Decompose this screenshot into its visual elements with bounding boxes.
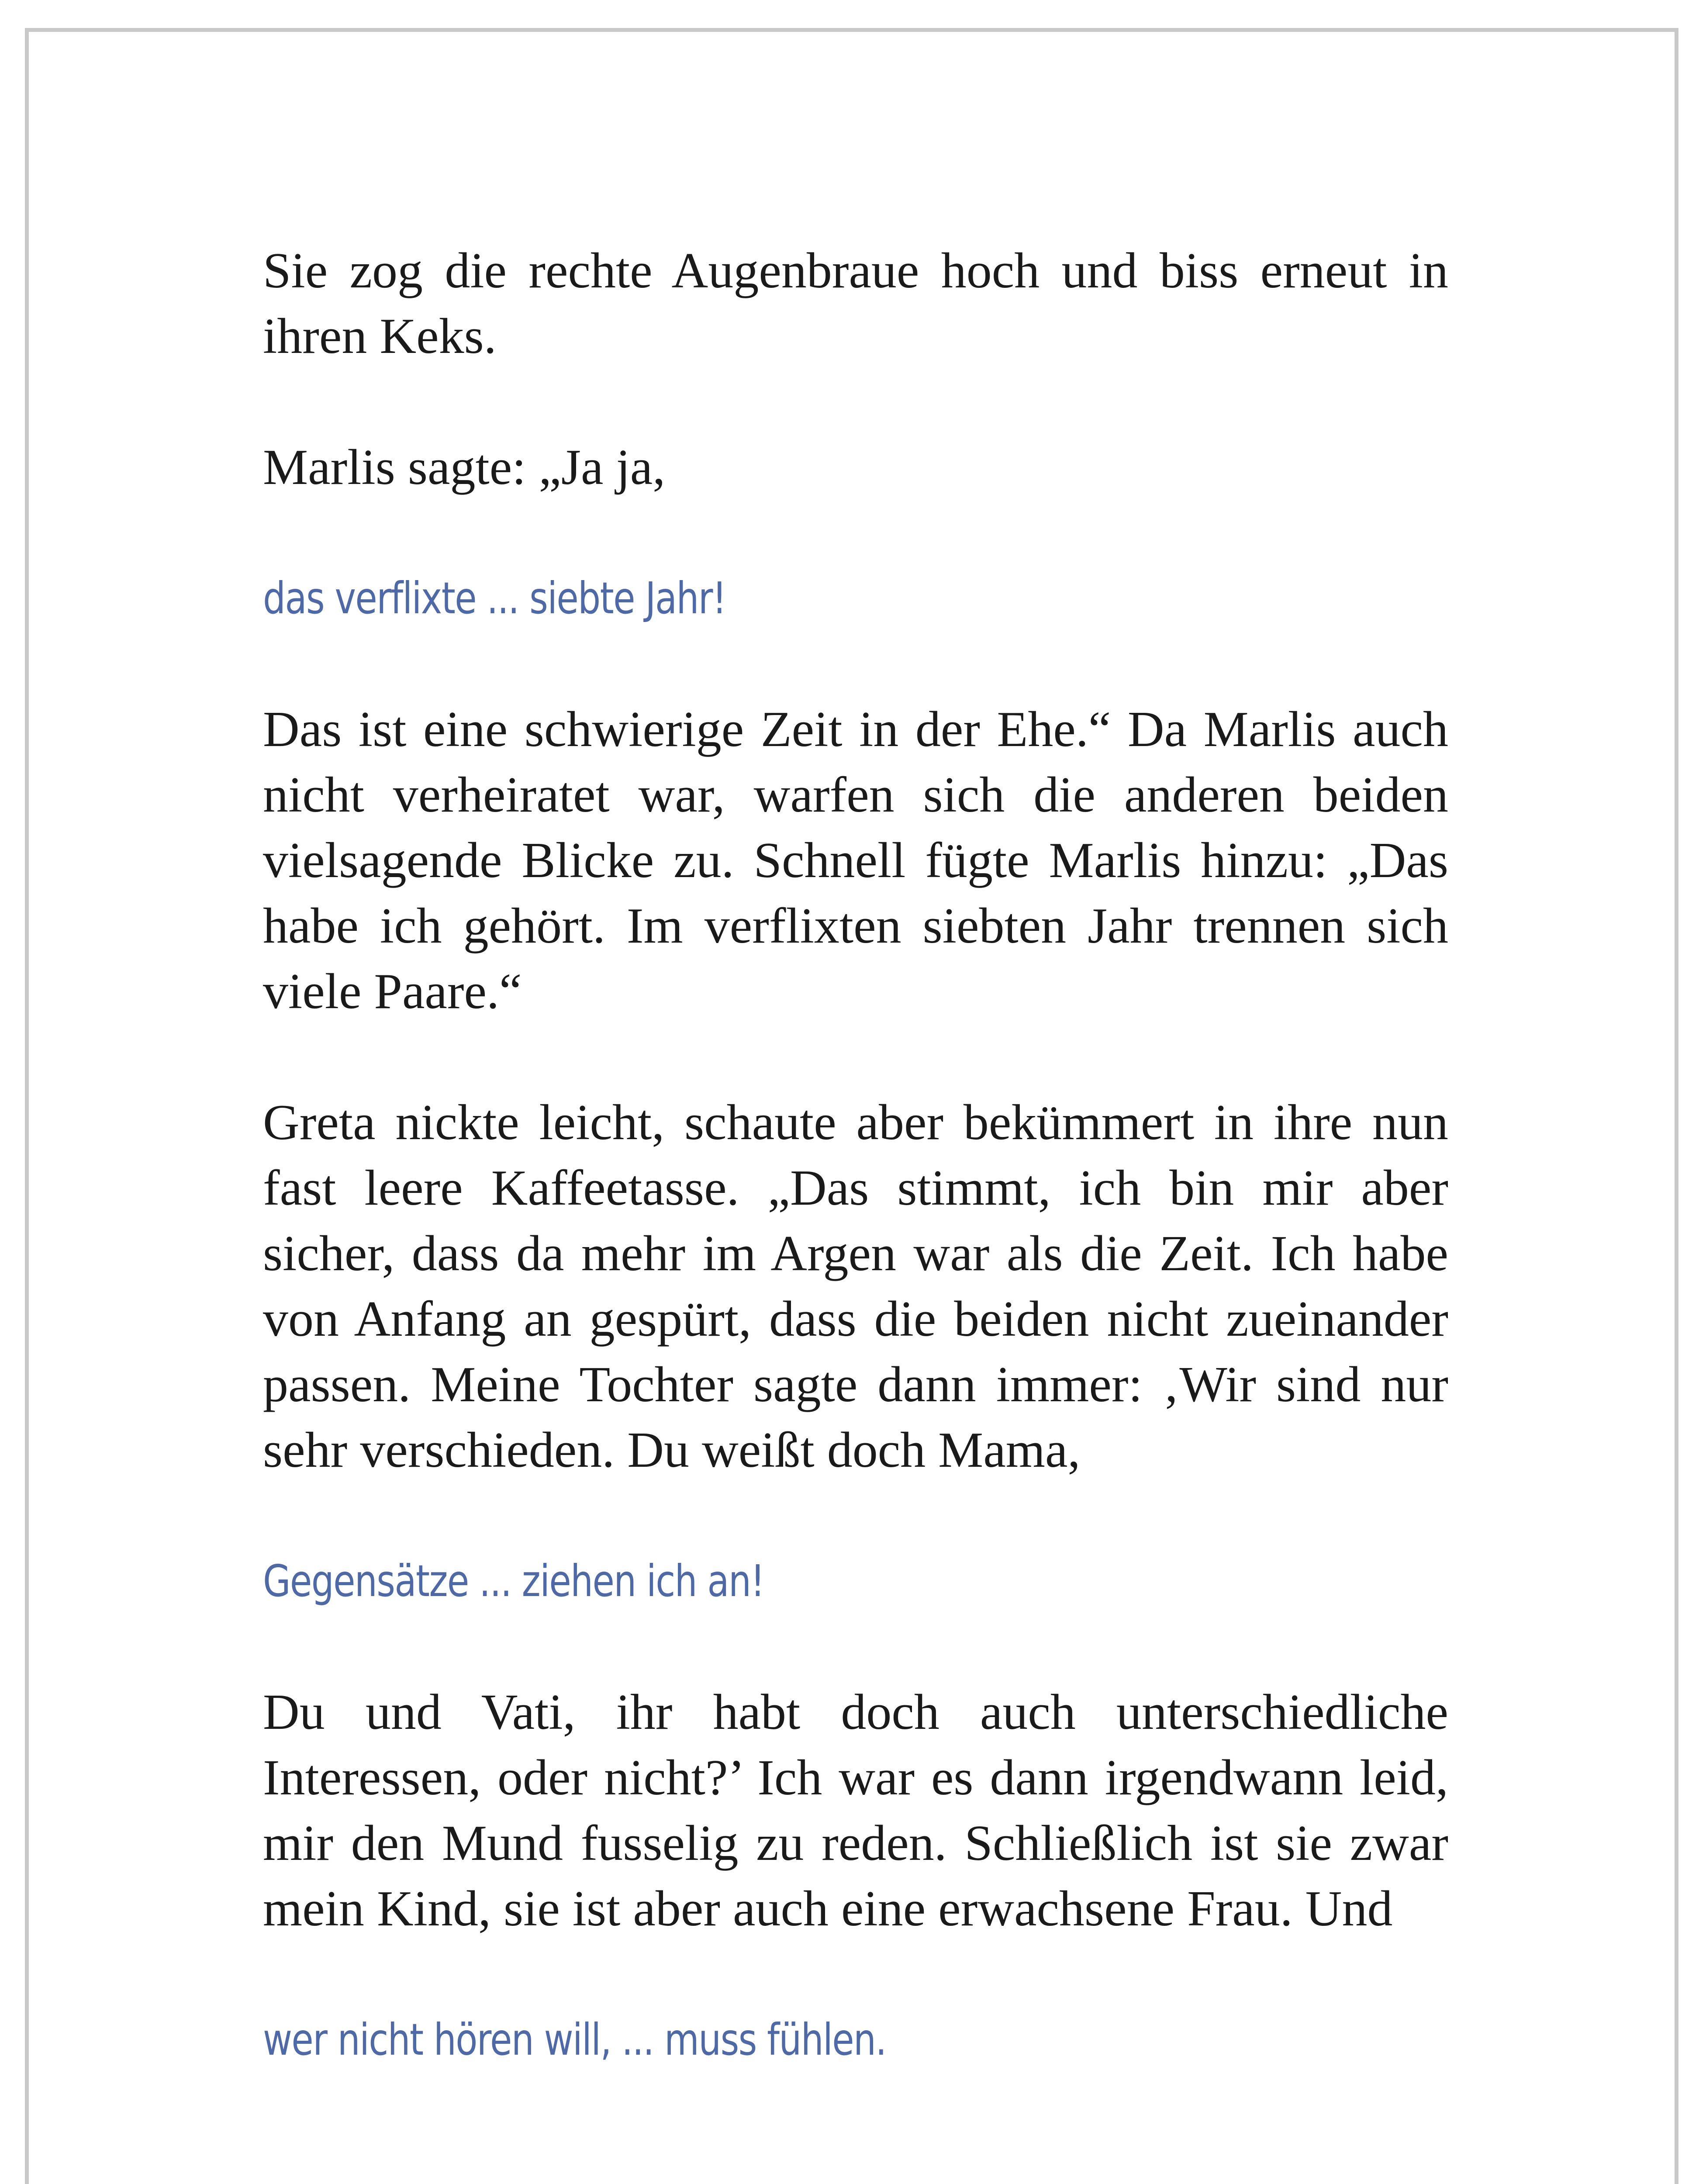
paragraph-gap	[263, 631, 1448, 697]
paragraph-greta-nickte: Greta nickte leicht, schaute aber bekümmert in ihre nun fast leere Kaffeetasse. „Das stimmt, ich bin mir aber sicher, dass da mehr im Argen war als die Zeit. Ich habe von Anfang an gespürt, dass die beiden nicht zueinander passen. Meine Tochter sagte dann immer: ‚Wir sind nur sehr verschieden. Du weißt doch Mama,	[263, 1095, 1448, 1478]
handwritten-phrase-siebte-jahr: das verflixte ... siebte Jahr!	[263, 573, 726, 624]
paragraph-gap	[263, 1024, 1448, 1090]
paragraph-gap	[263, 1614, 1448, 1679]
paragraph-marlis-sagte: Marlis sagte: „Ja ja,	[263, 439, 666, 495]
paragraph-gap	[263, 369, 1448, 435]
paragraph-augenbraue: Sie zog die rechte Augenbraue hoch und biss erneut in ihren Keks.	[263, 243, 1448, 364]
paragraph-gap	[263, 1483, 1448, 1548]
paragraph-schwierige-zeit: Das ist eine schwierige Zeit in der Ehe.“ Da Marlis auch nicht verheiratet war, warfen sich die anderen beiden vielsagende Blicke zu. Schnell fügte Marlis hinzu: „Das habe ich gehört. Im verflixten siebten Jahr trennen sich viele Paare.“	[263, 702, 1448, 1019]
text-block	[263, 238, 1448, 2073]
paragraph-gap	[263, 500, 1448, 566]
paragraph-gap	[263, 1942, 1448, 2007]
handwritten-phrase-hoeren-fuehlen: wer nicht hören will, ... muss fühlen.	[263, 2014, 886, 2065]
handwritten-phrase-gegensaetze: Gegensätze ... ziehen ich an!	[263, 1555, 764, 1607]
paragraph-du-und-vati: Du und Vati, ihr habt doch auch unterschiedliche Interessen, oder nicht?’ Ich war es dann irgendwann leid, mir den Mund fusselig zu reden. Schließlich ist sie zwar mein Kind, sie ist aber auch eine erwachsene Frau. Und	[263, 1684, 1448, 1937]
